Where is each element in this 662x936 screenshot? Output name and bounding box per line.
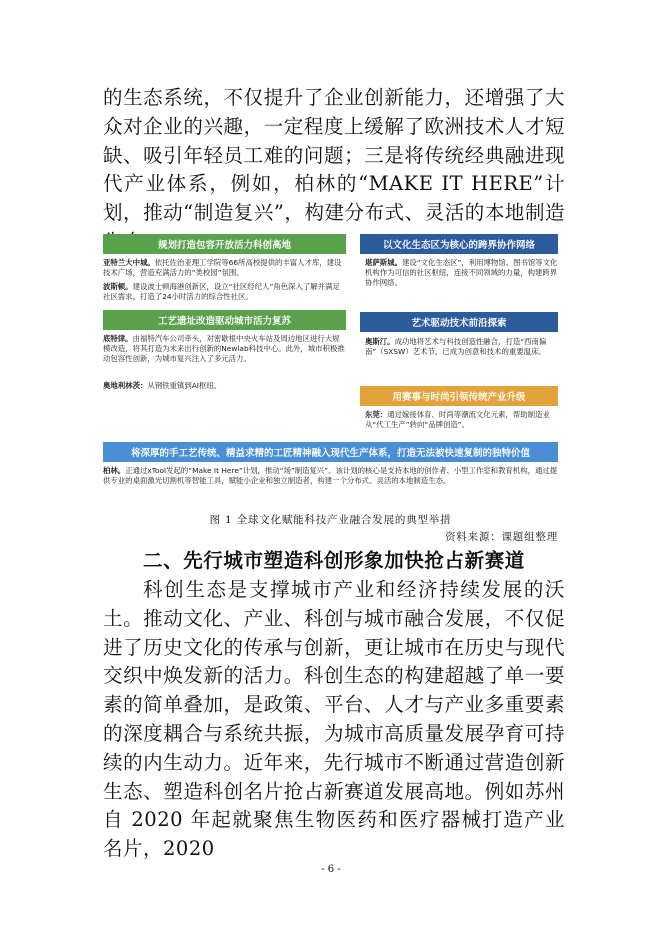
item-text: 通过嫁接体育、时尚等潮流文化元素，帮助制造业从“代工生产”转向“品牌创造”。 <box>365 410 550 430</box>
item-dongguan <box>365 410 558 430</box>
figure-caption: 图 1 全球文化赋能科技产业融合发展的典型举措 <box>209 514 452 526</box>
item-text: 正通过xTool发起的“Make It Here”计划，推动“场”制造复兴”。该计划的核心是支持本地的创作者、小型工作室和教育机构，通过提供专业的桌面激光切割机等智能工具，赋能小企业和独立制造者，构建一个分布式、灵活的本地制造生态。 <box>103 466 558 486</box>
figure-source: 资料来源：课题组整理 <box>445 531 558 543</box>
item-name: 奥地利林茨： <box>103 381 148 390</box>
header-left-2: 工艺遗址改造驱动城市活力复苏 <box>103 310 346 330</box>
header-bottom: 将深厚的手工艺传统、精益求精的工匠精神融入现代生产体系，打造无法被快速复制的独特价值 <box>103 442 558 462</box>
item-detroit <box>103 334 346 365</box>
item-atlanta <box>103 258 346 278</box>
item-name: 底特律。 <box>103 334 133 343</box>
item-text: 由福特汽车公司牵头，对密歇根中央火车站及周边地区进行大规模改造，将其打造为未来出行创新的Newlab科技中心。此外，城市积极推动包容性创新，为城市复兴注入了多元活力。 <box>103 334 345 364</box>
intro-paragraph: 的生态系统，不仅提升了企业创新能力，还增强了大众对企业的兴趣，一定程度上缓解了欧洲技术人才短缺、吸引年轻员工难的问题；三是将传统经典融进现代产业体系，例如，柏林的“MAKE IT HERE”计划，推动“制造复兴”，构建分布式、灵活的本地制造 <box>103 86 565 225</box>
item-kansas-city <box>365 258 558 289</box>
item-name: 堪萨斯城。 <box>365 258 402 267</box>
header-right-1: 以文化生态区为核心的跨界协作网络 <box>360 234 558 254</box>
header-left-1: 规划打造包容开放活力科创高地 <box>103 234 346 254</box>
item-name: 亚特兰大中城。 <box>103 258 155 267</box>
item-linz <box>103 381 346 391</box>
page-number: - 6 - <box>321 864 341 875</box>
item-text: 建设“文化生态区”，利用博物馆、图书馆等文化机构作为可信的社区枢纽，连接不同领域的力量，构建跨界协作网络。 <box>365 258 558 288</box>
item-boston <box>103 282 346 302</box>
item-text: 建设波士顿海港创新区，设立“社区经纪人”角色深入了解并满足社区需求，打造了24小时活力的综合性社区。 <box>103 282 340 302</box>
item-name: 奥斯汀。 <box>365 337 395 346</box>
header-right-3: 用赛事与时尚引领传统产业升级 <box>360 386 558 406</box>
body-paragraph: 科创生态是支撑城市产业和经济持续发展的沃土。推动文化、产业、科创与城市融合发展，不仅促进了历史文化的传承与创新，更让城市在历史与现代交织中焕发新的活力。科创生态的构建超越了单一要素的简单叠加，是政策、平台、人才与产业多重要素的深度耦合与系统共振，为城市高质量发展孕育可持续的内生动力。近年来，先行城市不断通过营造创新生态、塑造科创名片抢占新赛道发展高地。例如苏州自 2020 年起就聚焦生物医药和医疗器械打造产业名片，2020 <box>103 578 565 861</box>
item-text: 成功地将艺术与科技创造性融合，打造“西南偏南”（SXSW）艺术节，已成为创意和技术的重要温床。 <box>365 337 547 357</box>
header-right-2: 艺术驱动技术前沿探索 <box>360 312 558 332</box>
item-text: 依托佐治亚理工学院等66所高校提供的丰富人才库，建设技术广场，营造充满活力的“类校园”氛围。 <box>103 258 342 278</box>
item-name: 波斯顿。 <box>103 282 133 291</box>
item-name: 东莞： <box>365 410 388 419</box>
item-austin <box>365 337 558 357</box>
section-heading: 二、先行城市塑造科创形象加快抢占新赛道 <box>143 549 525 572</box>
item-text: 从钢铁重镇到AI枢纽。 <box>147 381 222 390</box>
item-name: 柏林。 <box>103 466 126 475</box>
figure-1 <box>103 234 558 510</box>
item-berlin <box>103 466 558 486</box>
